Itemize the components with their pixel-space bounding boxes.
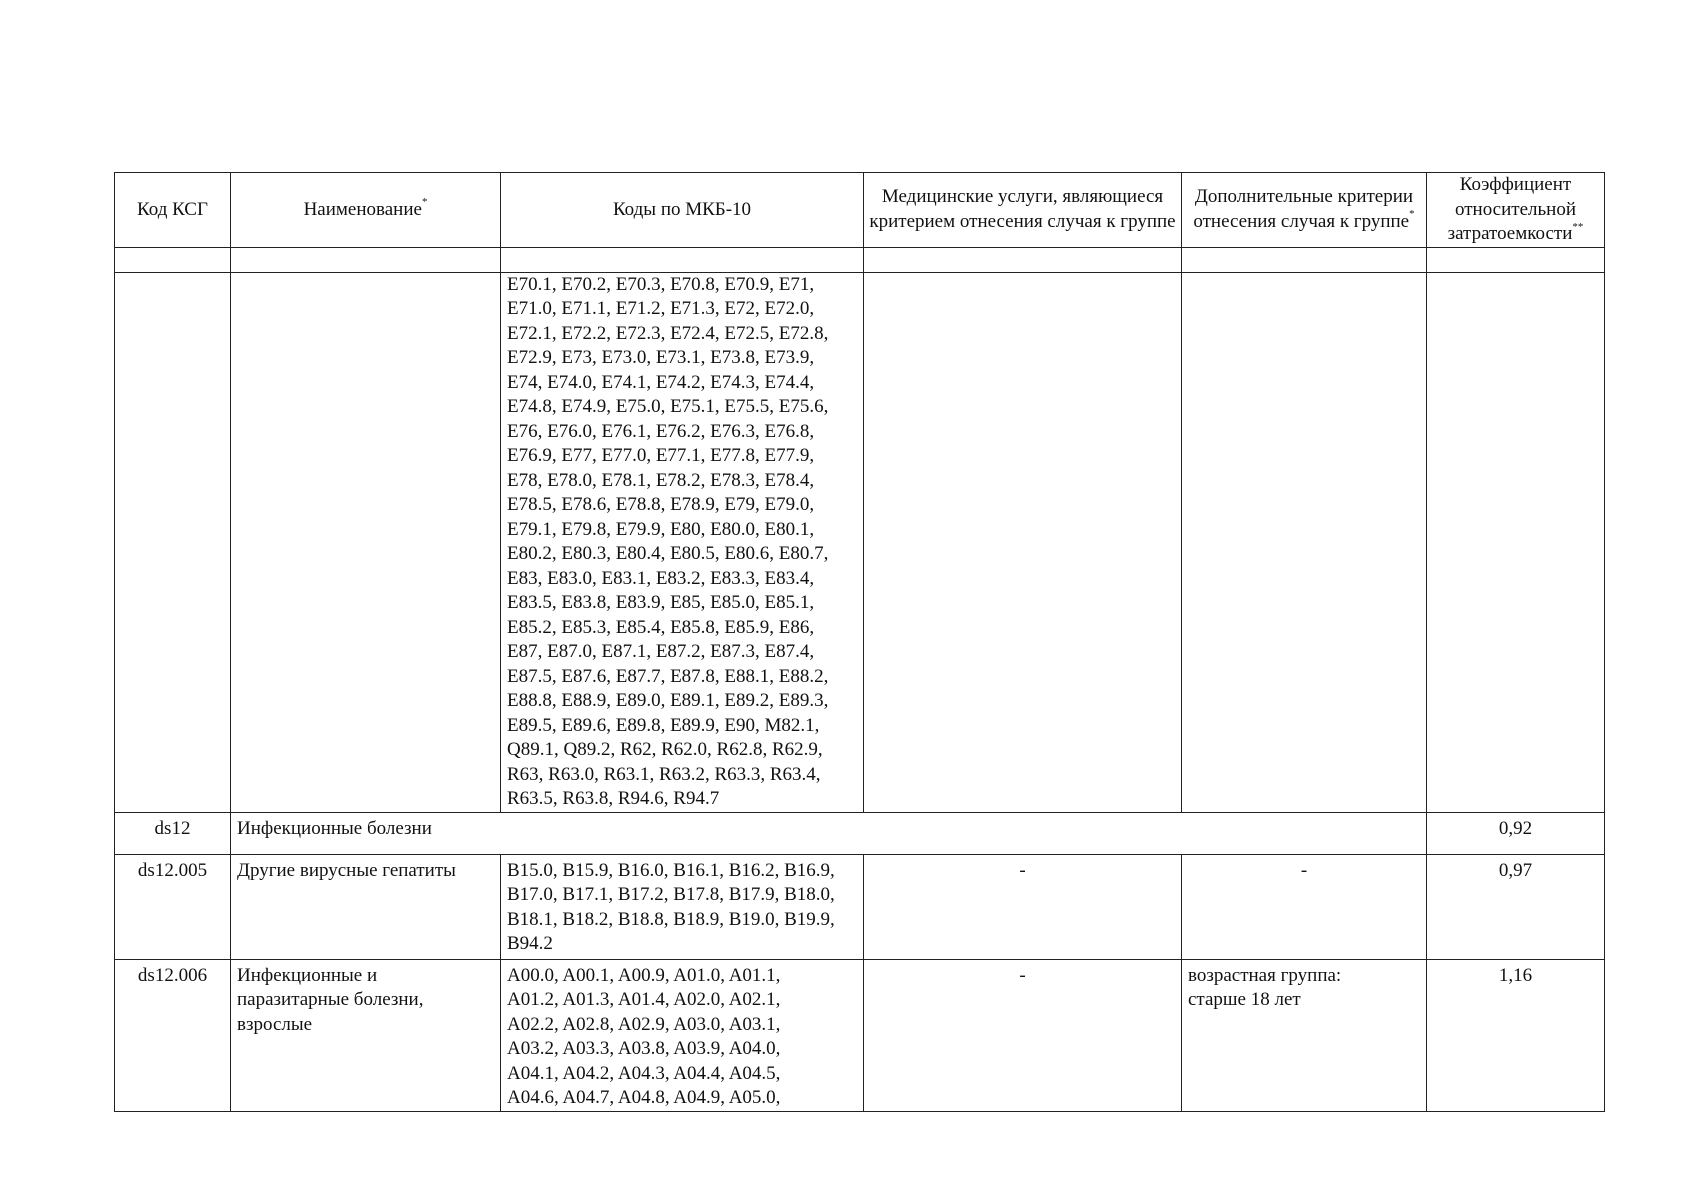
row-criteria: возрастная группа: старше 18 лет xyxy=(1182,959,1427,1111)
row-coefficient: 0,97 xyxy=(1427,854,1605,959)
header-criteria-text: Дополнительные критерии отнесения случая к группе xyxy=(1193,186,1414,232)
spacer-cell xyxy=(1182,247,1427,272)
table-row-ds12-006 xyxy=(115,959,1605,1111)
row-services: - xyxy=(864,854,1182,959)
row-code: ds12.006 xyxy=(115,959,231,1111)
header-additional-criteria xyxy=(1182,173,1427,248)
spacer-cell xyxy=(115,247,231,272)
header-name-footnote-mark: * xyxy=(421,196,428,209)
row-coefficient: 1,16 xyxy=(1427,959,1605,1111)
header-spacer-row xyxy=(115,247,1605,272)
table-row-ds12-005 xyxy=(115,854,1605,959)
row-mkb-codes: B15.0, B15.9, B16.0, B16.1, B16.2, B16.9, B17.0, B17.1, B17.2, B17.8, B17.9, B18.0, B18.1, B18.2, B18.8, B18.9, B19.0, B19.9, B94.2 xyxy=(501,854,864,959)
spacer-cell xyxy=(864,247,1182,272)
row-code: ds12.005 xyxy=(115,854,231,959)
header-code-text: Код КСГ xyxy=(137,198,208,220)
row-mkb-codes: A00.0, A00.1, A00.9, A01.0, A01.1, A01.2, A01.3, A01.4, A02.0, A02.1, A02.2, A02.8, A02.9, A03.0, A03.1, A03.2, A03.3, A03.8, A03.9, A04.0, A04.1, A04.2, A04.3, A04.4, A04.5, A04.6, A04.7, A04.8, A04.9, A05.0, xyxy=(501,959,864,1111)
row-name: Другие вирусные гепатиты xyxy=(231,854,501,959)
header-coef-text: Коэффициент относительной затратоемкости xyxy=(1447,174,1576,244)
continuation-mkb-codes: E70.1, E70.2, E70.3, E70.8, E70.9, E71, E71.0, E71.1, E71.2, E71.3, E72, E72.0, E72.1, E72.2, E72.3, E72.4, E72.5, E72.8, E72.9, E73, E73.0, E73.1, E73.8, E73.9, E74, E74.0, E74.1, E74.2, E74.3, E74.4, E74.8, E74.9, E75.0, E75.1, E75.5, E75.6, E76, E76.0, E76.1, E76.2, E76.3, E76.8, E76.9, E77, E77.0, E77.1, E77.8, E77.9, E78, E78.0, E78.1, E78.2, E78.3, E78.4, E78.5, E78.6, E78.8, E78.9, E79, E79.0, E79.1, E79.8, E79.9, E80, E80.0, E80.1, E80.2, E80.3, E80.4, E80.5, E80.6, E80.7, E83, E83.0, E83.1, E83.2, E83.3, E83.4, E83.5, E83.8, E83.9, E85, E85.0, E85.1, E85.2, E85.3, E85.4, E85.8, E85.9, E86, E87, E87.0, E87.1, E87.2, E87.3, E87.4, E87.5, E87.6, E87.7, E87.8, E88.1, E88.2, E88.8, E88.9, E89.0, E89.1, E89.2, E89.3, E89.5, E89.6, E89.8, E89.9, E90, M82.1, Q89.1, Q89.2, R62, R62.0, R62.8, R62.9, R63, R63.0, R63.1, R63.2, R63.3, R63.4, R63.5, R63.8, R94.6, R94.7 xyxy=(501,272,864,812)
spacer-cell xyxy=(501,247,864,272)
group-name: Инфекционные болезни xyxy=(231,812,1427,854)
continuation-name-cell xyxy=(231,272,501,812)
header-criteria-footnote-mark: * xyxy=(1409,208,1415,221)
group-code: ds12 xyxy=(115,812,231,854)
row-name: Инфекционные и паразитарные болезни, взрослые xyxy=(231,959,501,1111)
table-header-row xyxy=(115,173,1605,248)
table-row-continuation xyxy=(115,272,1605,812)
ksg-table xyxy=(114,172,1605,1112)
row-criteria: - xyxy=(1182,854,1427,959)
continuation-criteria-cell xyxy=(1182,272,1427,812)
header-code xyxy=(115,173,231,248)
spacer-cell xyxy=(231,247,501,272)
continuation-coef-cell xyxy=(1427,272,1605,812)
table-row-group-ds12 xyxy=(115,812,1605,854)
header-mkb-text: Коды по МКБ-10 xyxy=(612,198,752,220)
header-services-text: Медицинские услуги, являющиеся критерием отнесения случая к группе xyxy=(869,186,1176,232)
continuation-services-cell xyxy=(864,272,1182,812)
header-medical-services xyxy=(864,173,1182,248)
header-coef-footnote-mark: ** xyxy=(1572,220,1584,233)
continuation-code-cell xyxy=(115,272,231,812)
header-name-text: Наименование xyxy=(303,198,422,220)
row-services: - xyxy=(864,959,1182,1111)
group-coefficient: 0,92 xyxy=(1427,812,1605,854)
spacer-cell xyxy=(1427,247,1605,272)
header-cost-coefficient xyxy=(1427,173,1605,248)
header-name xyxy=(231,173,501,248)
header-mkb-codes xyxy=(501,173,864,248)
